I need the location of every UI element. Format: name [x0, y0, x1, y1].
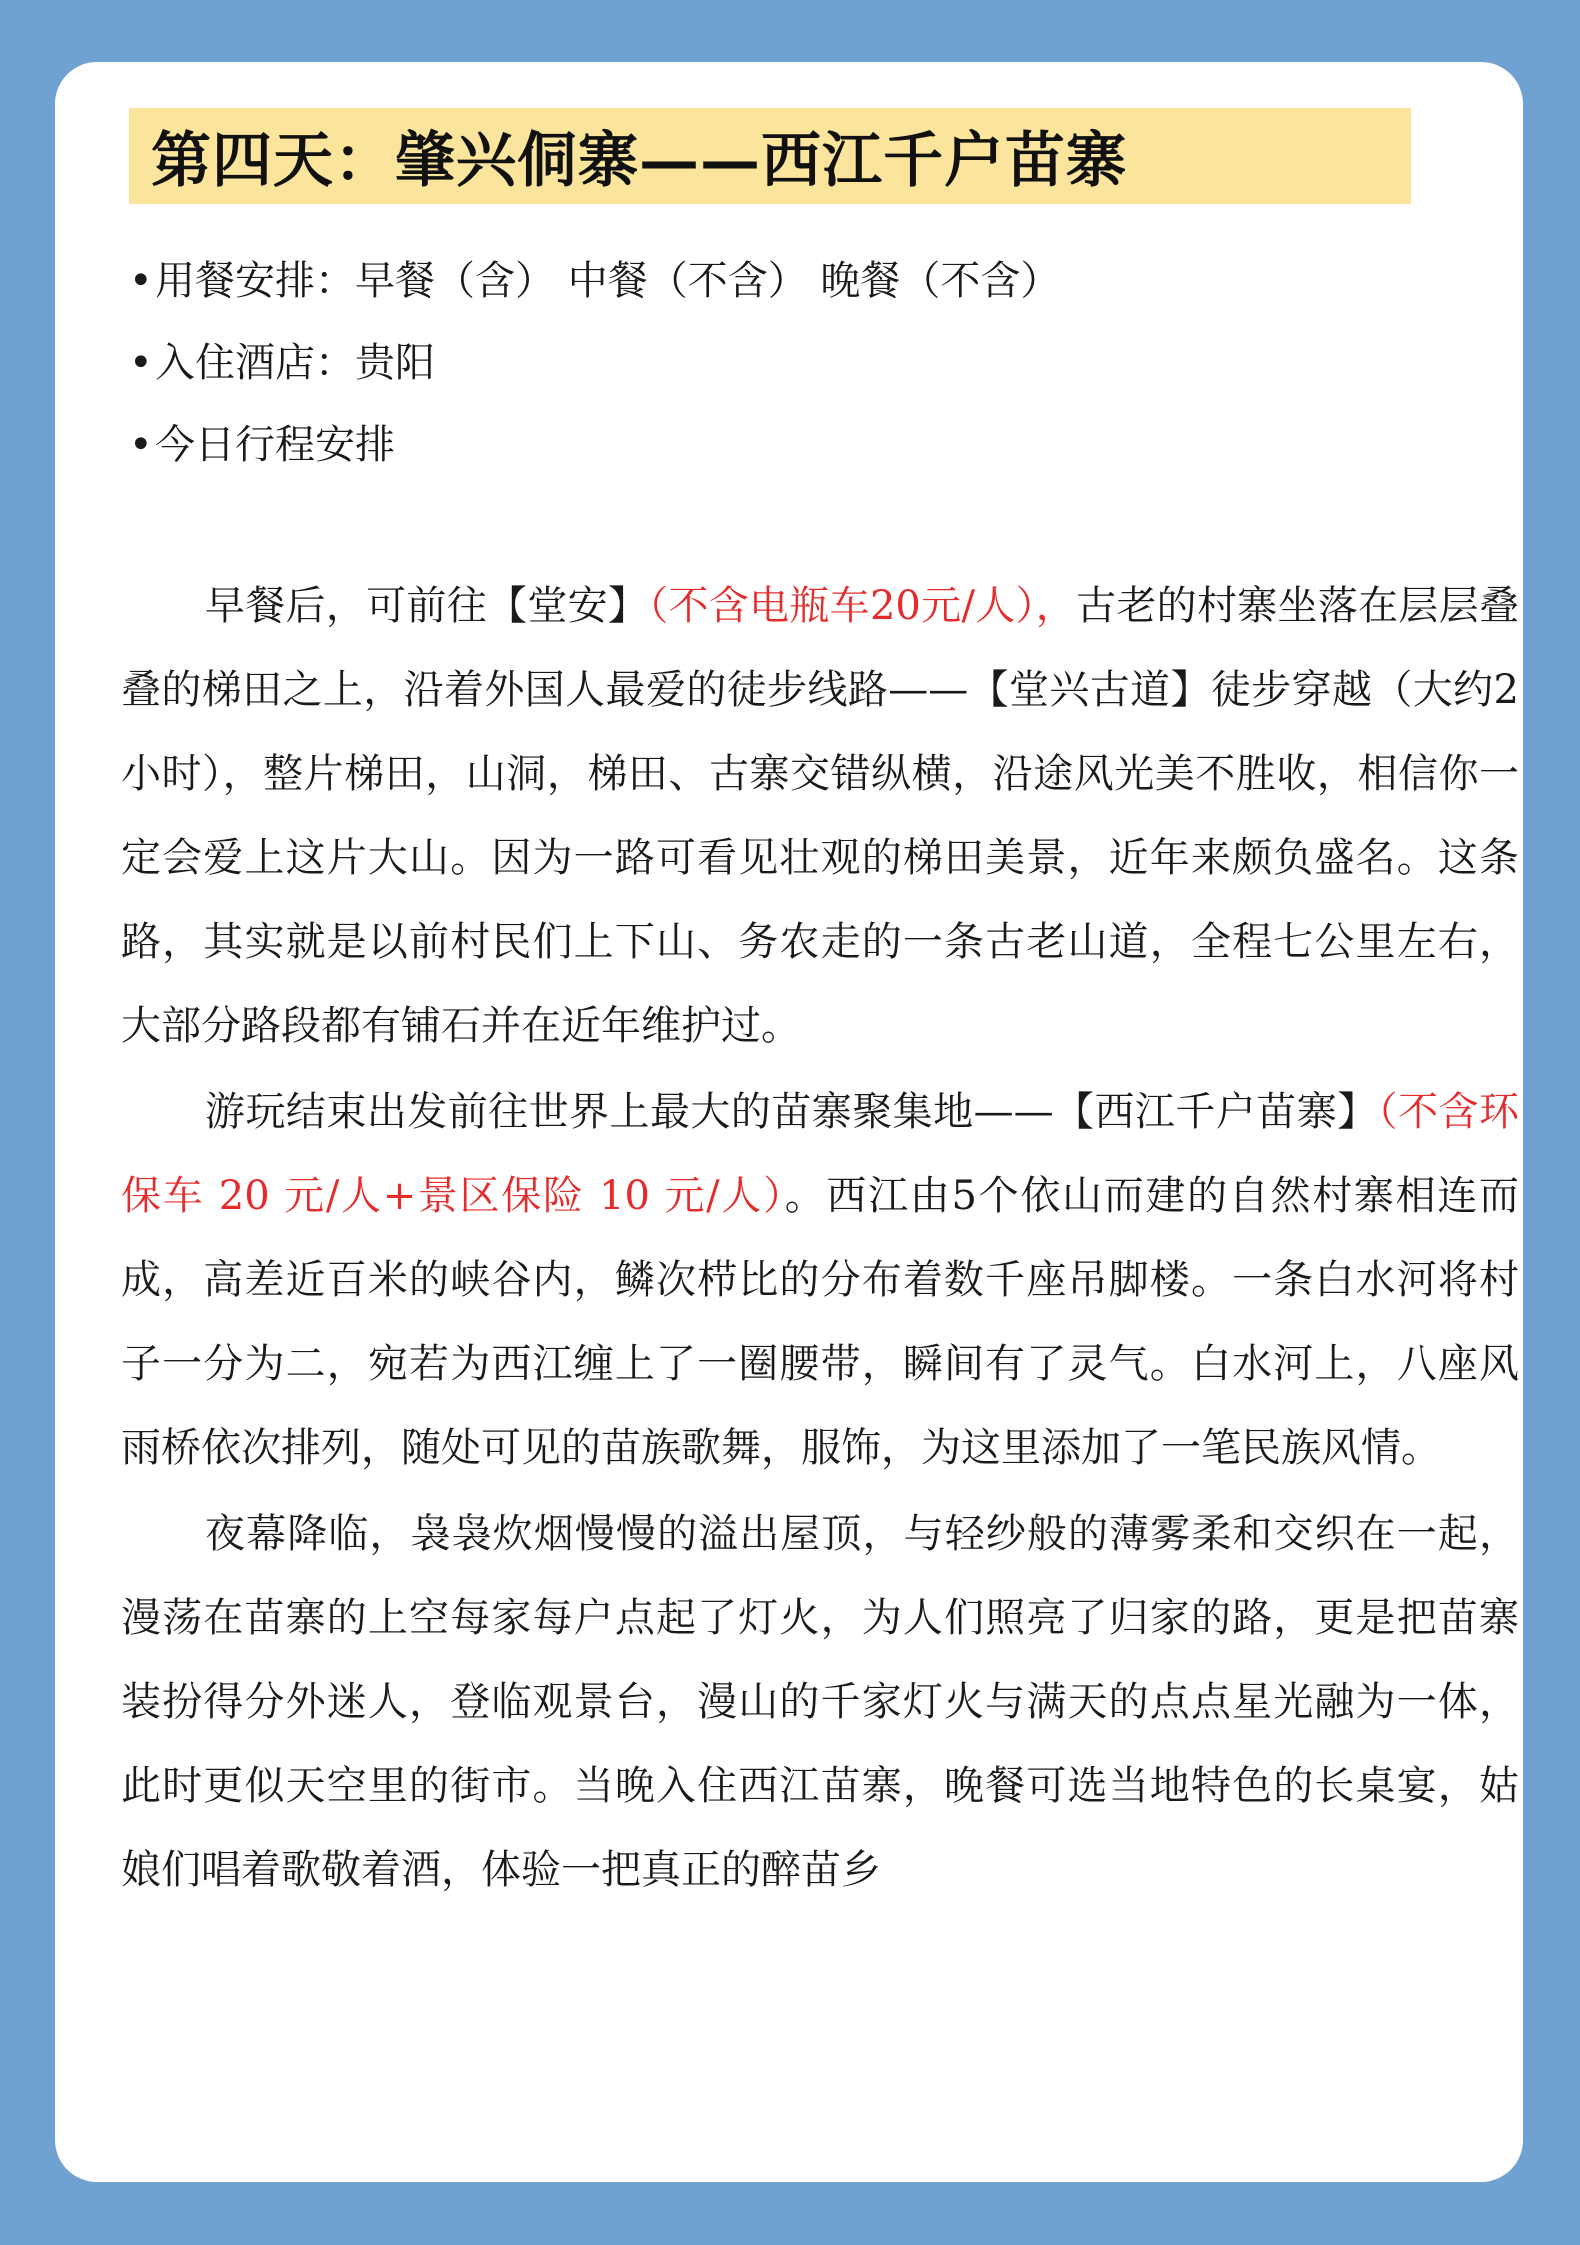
hotel-text: 入住酒店：贵阳 — [155, 340, 435, 386]
itinerary-text: 今日行程安排 — [155, 422, 395, 468]
paragraph-night — [121, 1492, 1519, 1912]
price-note: （不含环保车 20 元/人+景区保险 10 元/人） — [121, 1089, 1520, 1219]
itinerary-body — [121, 564, 1519, 1912]
page-title: 第四天：肇兴侗寨——西江千户苗寨 — [151, 126, 1127, 196]
paragraph-text: 古老的村寨坐落在层层叠叠的梯田之上，沿着外国人最爱的徒步线路——【堂兴古道】徒步穿越（大约2小时），整片梯田，山洞，梯田、古寨交错纵横，沿途风光美不胜收，相信你一定会爱上这片大山。因为一路可看见壮观的梯田美景，近年来颇负盛名。这条路，其实就是以前村民们上下山、务农走的一条古老山道，全程七公里左右，大部分路段都有铺石并在近年维护过。 — [121, 583, 1520, 1049]
itinerary-item — [129, 404, 1429, 486]
page-card — [55, 62, 1523, 2182]
meal-arrangement-item — [129, 240, 1429, 322]
meal-arrangement-text: 用餐安排：早餐（含） 中餐（不含） 晚餐（不含） — [155, 258, 1061, 304]
paragraph-text: 游玩结束出发前往世界上最大的苗寨聚集地——【西江千户苗寨】 — [205, 1089, 1378, 1135]
paragraph-text: 早餐后，可前往【堂安】 — [205, 583, 649, 629]
paragraph-text: 夜幕降临，袅袅炊烟慢慢的溢出屋顶，与轻纱般的薄雾柔和交织在一起，漫荡在苗寨的上空每家每户点起了灯火，为人们照亮了归家的路，更是把苗寨装扮得分外迷人，登临观景台，漫山的千家灯火与满天的点点星光融为一体，此时更似天空里的街市。当晚入住西江苗寨，晚餐可选当地特色的长桌宴，姑娘们唱着歌敬着酒，体验一把真正的醉苗乡 — [121, 1511, 1519, 1893]
title-band — [129, 108, 1411, 204]
paragraph-xijiang — [121, 1070, 1519, 1490]
bullet-marker: • — [129, 340, 153, 386]
price-note: （不含电瓶车20元/人）， — [648, 583, 1077, 629]
info-list — [129, 240, 1429, 486]
hotel-item — [129, 322, 1429, 404]
bullet-marker: • — [129, 422, 153, 468]
paragraph-text: 。西江由5个依山而建的自然村寨相连而成，高差近百米的峡谷内，鳞次栉比的分布着数千座吊脚楼。一条白水河将村子一分为二，宛若为西江缠上了一圈腰带，瞬间有了灵气。白水河上，八座风雨桥依次排列，随处可见的苗族歌舞，服饰，为这里添加了一笔民族风情。 — [121, 1173, 1519, 1471]
paragraph-tangan — [121, 564, 1519, 1068]
bullet-marker: • — [129, 258, 153, 304]
